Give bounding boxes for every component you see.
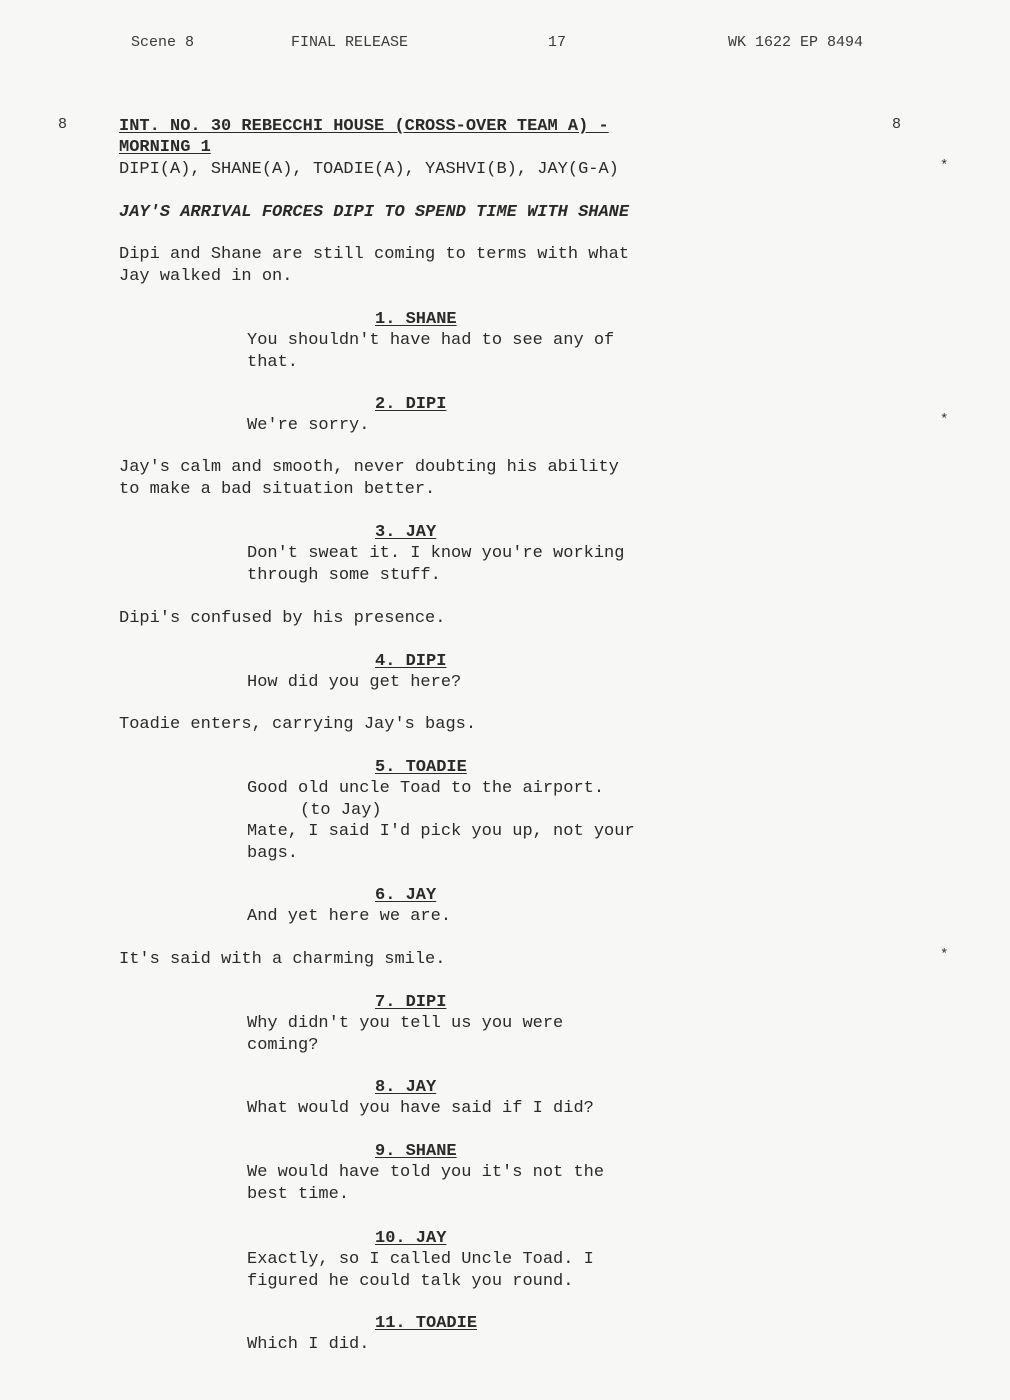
character-cue: 10. JAY xyxy=(375,1229,447,1248)
revision-mark: * xyxy=(940,158,949,174)
action-line: It's said with a charming smile. xyxy=(119,950,446,969)
scene-heading xyxy=(119,116,609,158)
scene-heading-line2: MORNING 1 xyxy=(119,138,211,157)
action-line: Jay's calm and smooth, never doubting his ability to make a bad situation better. xyxy=(119,458,619,499)
scene-heading-line1: INT. NO. 30 REBECCHI HOUSE (CROSS-OVER TEAM A) - xyxy=(119,117,609,136)
scene-number-left: 8 xyxy=(58,116,68,133)
character-cue: 1. SHANE xyxy=(375,310,457,329)
header-episode: WK 1622 EP 8494 xyxy=(728,34,864,51)
dialogue-line: Which I did. xyxy=(247,1335,370,1354)
character-cue: 11. TOADIE xyxy=(375,1314,478,1333)
dialogue-line: We would have told you it's not the best time. xyxy=(247,1163,605,1204)
dialogue-line: You shouldn't have had to see any of that. xyxy=(247,331,615,372)
revision-mark: * xyxy=(940,947,949,963)
action-line: Dipi's confused by his presence. xyxy=(119,609,446,628)
dialogue-line: How did you get here? xyxy=(247,673,462,692)
character-cue: 9. SHANE xyxy=(375,1142,457,1161)
scene-synopsis: JAY'S ARRIVAL FORCES DIPI TO SPEND TIME WITH SHANE xyxy=(119,203,630,222)
character-cue: 8. JAY xyxy=(375,1078,437,1097)
dialogue-line: Why didn't you tell us you were coming? xyxy=(247,1014,564,1055)
parenthetical: (to Jay) xyxy=(300,801,382,820)
dialogue-line: Exactly, so I called Uncle Toad. I figured he could talk you round. xyxy=(247,1250,594,1291)
dialogue-line: Mate, I said I'd pick you up, not your bags. xyxy=(247,822,635,863)
dialogue-line: We're sorry. xyxy=(247,416,370,435)
dialogue-line: Don't sweat it. I know you're working through some stuff. xyxy=(247,544,625,585)
character-cue: 4. DIPI xyxy=(375,652,447,671)
dialogue-line: Good old uncle Toad to the airport. xyxy=(247,779,605,798)
revision-mark: * xyxy=(940,412,949,428)
cast-line: DIPI(A), SHANE(A), TOADIE(A), YASHVI(B), JAY(G-A) xyxy=(119,160,619,179)
dialogue-line: What would you have said if I did? xyxy=(247,1099,594,1118)
header-page-number: 17 xyxy=(548,34,567,51)
character-cue: 3. JAY xyxy=(375,523,437,542)
character-cue: 5. TOADIE xyxy=(375,758,467,777)
dialogue-line: And yet here we are. xyxy=(247,907,452,926)
header-release: FINAL RELEASE xyxy=(291,34,409,51)
character-cue: 2. DIPI xyxy=(375,395,447,414)
action-line: Toadie enters, carrying Jay's bags. xyxy=(119,715,477,734)
character-cue: 6. JAY xyxy=(375,886,437,905)
action-line: Dipi and Shane are still coming to terms with what Jay walked in on. xyxy=(119,245,630,286)
character-cue: 7. DIPI xyxy=(375,993,447,1012)
scene-number-right: 8 xyxy=(892,116,902,133)
header-scene: Scene 8 xyxy=(131,34,195,51)
